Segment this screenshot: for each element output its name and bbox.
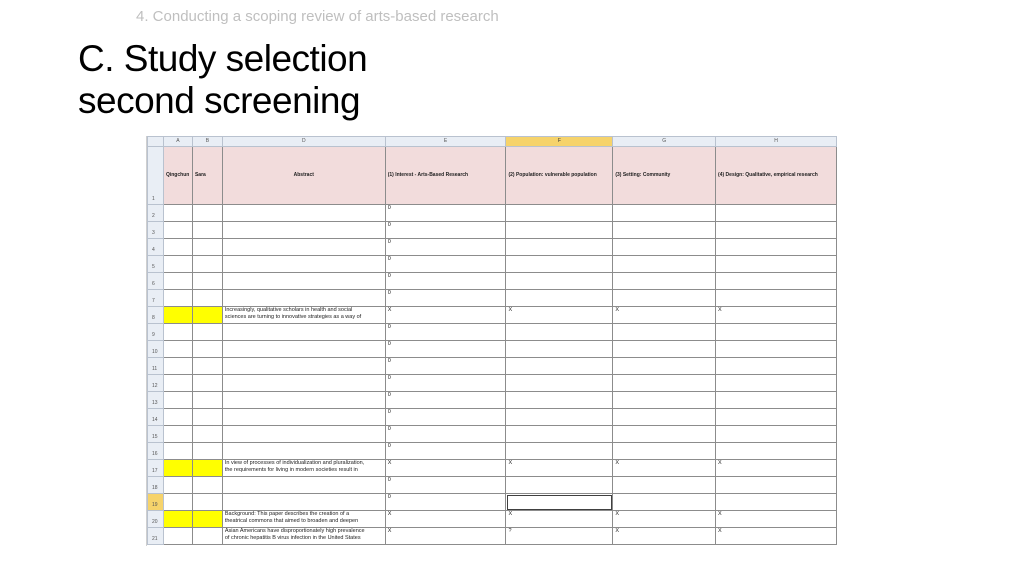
- slide-title: [78, 38, 367, 122]
- table-row: [148, 392, 837, 409]
- grid-cell[interactable]: [222, 324, 385, 341]
- grid-cell[interactable]: [163, 307, 192, 324]
- grid-cell[interactable]: 0: [385, 341, 506, 358]
- grid-cell[interactable]: 0: [385, 273, 506, 290]
- grid-cell[interactable]: [192, 494, 222, 511]
- table-row: [148, 273, 837, 290]
- slide-title-line-2: second screening: [78, 80, 361, 121]
- grid-cell[interactable]: [506, 358, 613, 375]
- table-row: [148, 324, 837, 341]
- grid-cell[interactable]: [192, 460, 222, 477]
- grid-cell[interactable]: [716, 324, 837, 341]
- column-header-g[interactable]: G: [613, 137, 716, 147]
- grid-cell[interactable]: [613, 358, 716, 375]
- grid-cell[interactable]: [506, 239, 613, 256]
- grid-cell[interactable]: [613, 375, 716, 392]
- grid-cell[interactable]: X: [613, 460, 716, 477]
- grid-cell[interactable]: [163, 222, 192, 239]
- grid-cell[interactable]: [613, 341, 716, 358]
- grid-cell[interactable]: [163, 460, 192, 477]
- row-number[interactable]: 3: [148, 222, 164, 239]
- grid-cell[interactable]: [163, 392, 192, 409]
- section-kicker: 4. Conducting a scoping review of arts-based research: [136, 8, 499, 25]
- row-number[interactable]: 11: [148, 358, 164, 375]
- grid-cell[interactable]: [716, 358, 837, 375]
- grid-cell[interactable]: ?: [506, 528, 613, 545]
- grid-cell[interactable]: [613, 426, 716, 443]
- grid-cell[interactable]: [163, 358, 192, 375]
- row-number[interactable]: 5: [148, 256, 164, 273]
- grid-cell[interactable]: 0: [385, 205, 506, 222]
- grid-cell[interactable]: [613, 494, 716, 511]
- grid-cell[interactable]: X: [716, 307, 837, 324]
- row-number[interactable]: 16: [148, 443, 164, 460]
- table-row: [148, 528, 837, 545]
- grid-cell[interactable]: [716, 290, 837, 307]
- header-cell[interactable]: (1) Interest - Arts-Based Research: [385, 147, 506, 205]
- row-number[interactable]: 8: [148, 307, 164, 324]
- grid-cell[interactable]: [192, 375, 222, 392]
- grid-cell[interactable]: X: [506, 511, 613, 528]
- header-row: [148, 147, 837, 205]
- table-row: [148, 477, 837, 494]
- table-row: [148, 341, 837, 358]
- table-row: [148, 256, 837, 273]
- grid-cell[interactable]: [192, 528, 222, 545]
- cell-text-line: sciences are turning to innovative strategies as a way of: [224, 314, 362, 320]
- row-number[interactable]: 21: [148, 528, 164, 545]
- grid-cell[interactable]: [222, 494, 385, 511]
- row-number[interactable]: 15: [148, 426, 164, 443]
- grid-cell[interactable]: [716, 256, 837, 273]
- grid-cell[interactable]: X: [385, 460, 506, 477]
- grid-cell[interactable]: [192, 443, 222, 460]
- grid-cell[interactable]: [613, 222, 716, 239]
- row-number[interactable]: 17: [148, 460, 164, 477]
- header-cell[interactable]: Sara: [192, 147, 222, 205]
- grid-cell[interactable]: [163, 375, 192, 392]
- grid-cell[interactable]: [222, 358, 385, 375]
- grid-cell[interactable]: [506, 324, 613, 341]
- grid-cell[interactable]: [163, 256, 192, 273]
- column-header-b[interactable]: B: [192, 137, 222, 147]
- grid-cell[interactable]: [163, 426, 192, 443]
- header-cell[interactable]: (2) Population: vulnerable population: [506, 147, 613, 205]
- grid-cell[interactable]: [613, 392, 716, 409]
- row-number[interactable]: 14: [148, 409, 164, 426]
- grid-cell[interactable]: [192, 205, 222, 222]
- grid-cell[interactable]: [222, 409, 385, 426]
- row-number[interactable]: 18: [148, 477, 164, 494]
- grid-cell[interactable]: [506, 477, 613, 494]
- grid-cell[interactable]: [192, 409, 222, 426]
- grid-cell[interactable]: [716, 341, 837, 358]
- grid-cell[interactable]: [716, 443, 837, 460]
- cell-text-line: Background: This paper describes the creation of a: [224, 511, 350, 517]
- table-row: [148, 307, 837, 324]
- grid-cell[interactable]: 0: [385, 256, 506, 273]
- grid-cell[interactable]: X: [716, 528, 837, 545]
- grid-cell[interactable]: [613, 290, 716, 307]
- grid-cell[interactable]: [613, 273, 716, 290]
- grid-cell[interactable]: [222, 341, 385, 358]
- grid-cell[interactable]: [163, 290, 192, 307]
- grid-cell[interactable]: [192, 392, 222, 409]
- grid-cell[interactable]: X: [716, 511, 837, 528]
- grid-cell[interactable]: [222, 511, 385, 528]
- grid-cell[interactable]: [222, 256, 385, 273]
- cell-text-line: the requirements for living in modern societies result in: [224, 467, 358, 473]
- cell-text-line: Asian Americans have disproportionately high prevalence: [224, 528, 365, 534]
- grid-cell[interactable]: 0: [385, 358, 506, 375]
- grid-cell[interactable]: 0: [385, 494, 506, 511]
- grid-cell[interactable]: [222, 290, 385, 307]
- row-number[interactable]: 7: [148, 290, 164, 307]
- grid-cell[interactable]: [506, 222, 613, 239]
- grid-cell[interactable]: [716, 494, 837, 511]
- grid-cell[interactable]: [716, 477, 837, 494]
- row-number[interactable]: 19: [148, 494, 164, 511]
- grid-cell[interactable]: [192, 511, 222, 528]
- column-header-e[interactable]: E: [385, 137, 506, 147]
- grid-cell[interactable]: [506, 409, 613, 426]
- row-number[interactable]: 10: [148, 341, 164, 358]
- grid-cell[interactable]: [716, 375, 837, 392]
- grid-cell[interactable]: [613, 477, 716, 494]
- grid-cell[interactable]: X: [385, 307, 506, 324]
- grid-cell[interactable]: [192, 222, 222, 239]
- grid-cell[interactable]: 0: [385, 392, 506, 409]
- cell-text-line: theatrical commons that aimed to broaden and deepen: [224, 518, 359, 524]
- cell-text-line: Increasingly, qualitative scholars in health and social: [224, 307, 353, 313]
- spreadsheet-screenshot: [146, 136, 837, 546]
- column-header-d[interactable]: D: [222, 137, 385, 147]
- grid-cell[interactable]: X: [613, 511, 716, 528]
- table-row: [148, 290, 837, 307]
- grid-cell[interactable]: [506, 341, 613, 358]
- grid-cell[interactable]: [716, 273, 837, 290]
- grid-cell[interactable]: [192, 256, 222, 273]
- grid-cell[interactable]: [506, 256, 613, 273]
- grid-cell[interactable]: X: [385, 528, 506, 545]
- grid-cell[interactable]: [506, 290, 613, 307]
- grid-cell[interactable]: [506, 273, 613, 290]
- grid-cell[interactable]: [163, 511, 192, 528]
- grid-cell[interactable]: [192, 341, 222, 358]
- grid-cell[interactable]: [716, 205, 837, 222]
- grid-cell[interactable]: [163, 443, 192, 460]
- grid-cell[interactable]: 0: [385, 290, 506, 307]
- grid-cell[interactable]: X: [613, 307, 716, 324]
- grid-cell[interactable]: [222, 222, 385, 239]
- grid-cell[interactable]: [222, 528, 385, 545]
- column-header-a[interactable]: A: [163, 137, 192, 147]
- grid-cell[interactable]: [506, 392, 613, 409]
- cell-text-line: of chronic hepatitis B virus infection in the United States: [224, 535, 361, 541]
- grid-cell[interactable]: [163, 239, 192, 256]
- grid-cell[interactable]: [222, 239, 385, 256]
- grid-cell[interactable]: [192, 239, 222, 256]
- grid-cell[interactable]: [163, 528, 192, 545]
- grid-cell[interactable]: 0: [385, 222, 506, 239]
- grid-cell[interactable]: [222, 443, 385, 460]
- grid-cell[interactable]: 0: [385, 375, 506, 392]
- grid-cell[interactable]: [716, 239, 837, 256]
- grid-cell[interactable]: [613, 409, 716, 426]
- row-number[interactable]: 6: [148, 273, 164, 290]
- spreadsheet-grid: [147, 136, 837, 545]
- row-number[interactable]: 2: [148, 205, 164, 222]
- grid-cell[interactable]: [222, 392, 385, 409]
- select-all-corner[interactable]: [148, 137, 164, 147]
- grid-cell[interactable]: [222, 273, 385, 290]
- grid-cell[interactable]: [192, 426, 222, 443]
- cell-text-line: In view of processes of individualization and pluralization,: [224, 460, 365, 466]
- row-number[interactable]: 12: [148, 375, 164, 392]
- grid-cell[interactable]: 0: [385, 239, 506, 256]
- grid-cell[interactable]: [192, 307, 222, 324]
- grid-cell[interactable]: [222, 375, 385, 392]
- grid-cell[interactable]: X: [506, 307, 613, 324]
- grid-cell[interactable]: [613, 324, 716, 341]
- table-row: [148, 205, 837, 222]
- grid-cell[interactable]: [506, 205, 613, 222]
- grid-cell[interactable]: [222, 307, 385, 324]
- row-number[interactable]: 1: [148, 147, 164, 205]
- row-number[interactable]: 4: [148, 239, 164, 256]
- grid-cell[interactable]: [222, 460, 385, 477]
- grid-cell[interactable]: X: [506, 460, 613, 477]
- grid-cell[interactable]: 0: [385, 324, 506, 341]
- grid-cell[interactable]: [716, 392, 837, 409]
- row-number[interactable]: 20: [148, 511, 164, 528]
- grid-cell[interactable]: [613, 256, 716, 273]
- grid-cell[interactable]: [613, 205, 716, 222]
- table-row: [148, 409, 837, 426]
- grid-cell[interactable]: [192, 358, 222, 375]
- grid-cell[interactable]: [613, 239, 716, 256]
- table-row: [148, 375, 837, 392]
- grid-cell[interactable]: X: [385, 511, 506, 528]
- column-header-row: [148, 137, 837, 147]
- table-row: [148, 239, 837, 256]
- table-row: [148, 443, 837, 460]
- table-row: [148, 426, 837, 443]
- grid-cell[interactable]: [222, 477, 385, 494]
- row-number[interactable]: 13: [148, 392, 164, 409]
- table-row: [148, 460, 837, 477]
- grid-cell[interactable]: [506, 494, 613, 511]
- grid-cell[interactable]: [716, 426, 837, 443]
- header-cell[interactable]: (4) Design: Qualitative, empirical research: [716, 147, 837, 205]
- table-row: [148, 358, 837, 375]
- grid-cell[interactable]: 0: [385, 443, 506, 460]
- column-header-h[interactable]: H: [716, 137, 837, 147]
- grid-cell[interactable]: [192, 290, 222, 307]
- grid-cell[interactable]: X: [716, 460, 837, 477]
- grid-cell[interactable]: [163, 205, 192, 222]
- header-cell[interactable]: Qingchun: [163, 147, 192, 205]
- slide-title-line-1: C. Study selection: [78, 38, 368, 79]
- grid-cell[interactable]: [192, 324, 222, 341]
- grid-cell[interactable]: [222, 205, 385, 222]
- header-cell[interactable]: Abstract: [222, 147, 385, 205]
- grid-cell[interactable]: [506, 375, 613, 392]
- grid-cell[interactable]: X: [613, 528, 716, 545]
- grid-cell[interactable]: 0: [385, 477, 506, 494]
- row-number[interactable]: 9: [148, 324, 164, 341]
- grid-cell[interactable]: [192, 273, 222, 290]
- grid-cell[interactable]: [613, 443, 716, 460]
- column-header-f[interactable]: F: [506, 137, 613, 147]
- table-row: [148, 494, 837, 511]
- grid-cell[interactable]: [163, 477, 192, 494]
- grid-cell[interactable]: [163, 341, 192, 358]
- grid-cell[interactable]: [163, 494, 192, 511]
- grid-cell[interactable]: [716, 409, 837, 426]
- grid-cell[interactable]: [716, 222, 837, 239]
- grid-cell[interactable]: [506, 426, 613, 443]
- grid-cell[interactable]: 0: [385, 426, 506, 443]
- grid-cell[interactable]: [163, 273, 192, 290]
- grid-cell[interactable]: [163, 324, 192, 341]
- grid-cell[interactable]: [163, 409, 192, 426]
- table-row: [148, 511, 837, 528]
- table-row: [148, 222, 837, 239]
- grid-cell[interactable]: [222, 426, 385, 443]
- grid-cell[interactable]: [192, 477, 222, 494]
- grid-cell[interactable]: 0: [385, 409, 506, 426]
- header-cell[interactable]: (3) Setting: Community: [613, 147, 716, 205]
- grid-cell[interactable]: [506, 443, 613, 460]
